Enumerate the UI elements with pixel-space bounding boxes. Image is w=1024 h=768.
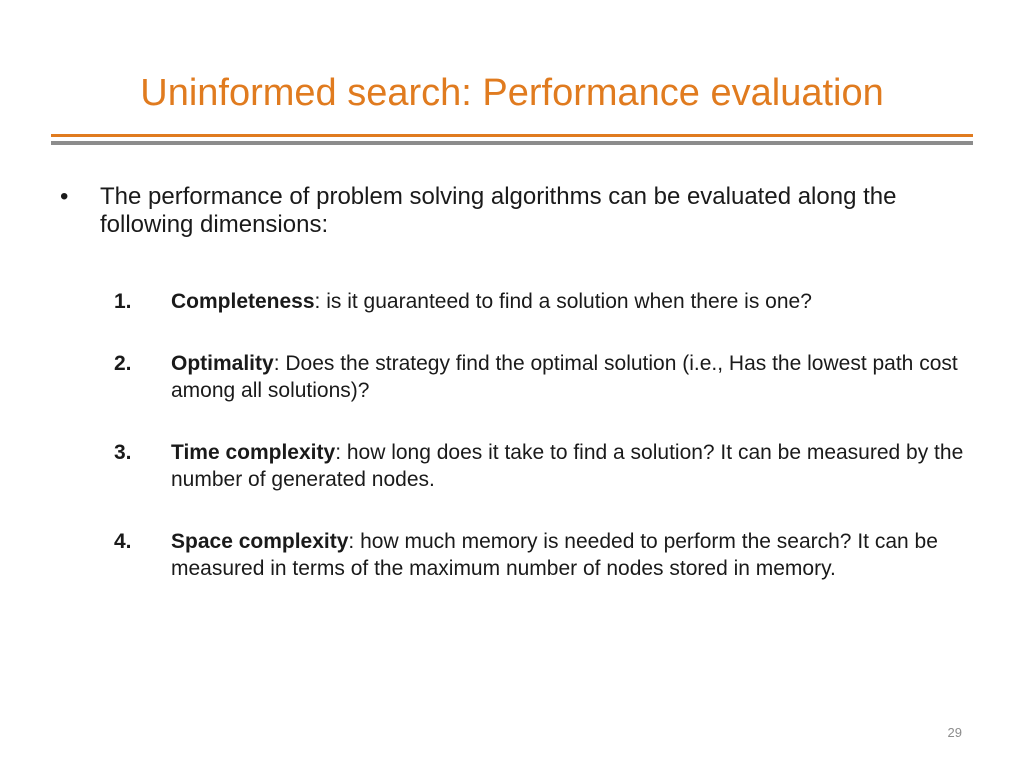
slide-title: Uninformed search: Performance evaluation — [140, 72, 884, 114]
item-term: Time complexity — [171, 441, 336, 464]
item-term: Optimality — [171, 352, 274, 375]
page-number: 29 — [947, 725, 962, 740]
item-term: Space complexity — [171, 530, 349, 553]
item-number: 2. — [114, 352, 132, 375]
list-item-completeness — [114, 288, 974, 315]
item-term: Completeness — [171, 290, 315, 313]
item-description: : how much memory is needed to perform the search? It can be measured in terms of the maximum number of nodes stored in memory. — [171, 530, 938, 580]
item-description: : is it guaranteed to find a solution when there is one? — [314, 290, 812, 313]
item-number: 4. — [114, 530, 132, 553]
bullet-marker: • — [60, 183, 69, 210]
item-number: 3. — [114, 441, 132, 464]
list-item-time-complexity — [114, 439, 974, 493]
title-underline-orange — [51, 134, 973, 137]
intro-bullet-point — [60, 183, 960, 239]
list-item-optimality — [114, 350, 974, 404]
item-description: : Does the strategy find the optimal solution (i.e., Has the lowest path cost among all solutions)? — [171, 352, 958, 402]
intro-text: The performance of problem solving algorithms can be evaluated along the following dimensions: — [100, 183, 897, 238]
dimensions-list — [114, 288, 974, 617]
list-item-space-complexity — [114, 528, 974, 582]
item-number: 1. — [114, 290, 132, 313]
item-description: : how long does it take to find a solution? It can be measured by the number of generated nodes. — [171, 441, 964, 491]
title-underline-gray — [51, 141, 973, 145]
